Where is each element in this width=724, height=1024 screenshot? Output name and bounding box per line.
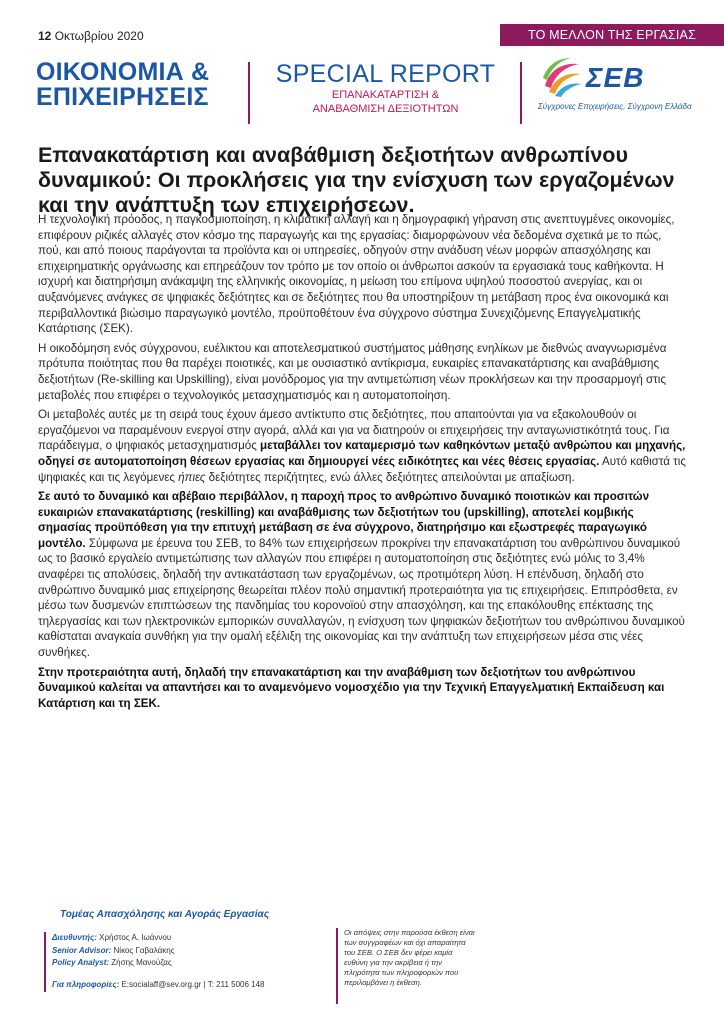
- director-name: Χρήστος Α. Ιωάννου: [99, 933, 172, 942]
- disclaimer-block: [336, 928, 478, 1004]
- info-contact[interactable]: E:socialaff@sev.org.gr | T: 211 5006 148: [121, 979, 265, 989]
- topic-badge: ΤΟ ΜΕΛΛΟΝ ΤΗΣ ΕΡΓΑΣΙΑΣ: [500, 24, 724, 46]
- paragraph-4: [38, 489, 688, 661]
- analyst-label: Policy Analyst:: [52, 958, 110, 967]
- report-body: [38, 212, 688, 715]
- senior-label: Senior Advisor:: [52, 945, 112, 955]
- info-row: [52, 979, 265, 992]
- report-headline: Επανακατάρτιση και αναβάθμιση δεξιοτήτων ανθρωπίνου δυναμικού: Οι προκλήσεις για την ενίσχυση των εργαζομένων και την ανάπτυξη των επιχειρήσεων.: [38, 143, 675, 217]
- logo-wordmark: ΣΕΒ: [586, 62, 645, 93]
- disclaimer-text: Οι απόψεις στην παρούσα έκθεση είναι των συγγραφέων και όχι απαραίτητα του ΣΕΒ. Ο ΣΕΒ δεν φέρει καμία ευθύνη για την ακρίβεια ή την πληρότητα των πληροφοριών που περιλαμβάνει η έκθεση.: [344, 928, 475, 987]
- contacts-block: [44, 932, 265, 992]
- director-row: [52, 932, 265, 945]
- paragraph-5-bold: Στην προτεραιότητα αυτή, δηλαδή την επανακατάρτιση και την αναβάθμιση των δεξιοτήτων του ανθρώπινου δυναμικού καλείται να απαντήσει και το αναμενόμενο νομοσχέδιο για την Τεχνική Επαγγελματική Εκπαίδευση και Κατάρτιση και τη ΣΕΚ.: [38, 665, 665, 710]
- paragraph-4-bold: Σε αυτό το δυναμικό και αβέβαιο περιβάλλον, η παροχή προς το ανθρώπινο δυναμικό ποιοτικών και προσιτών ευκαιριών επανακατάρτισης (reskilling) και αναβάθμισης των δεξιοτήτων του (upskilling), αποτελεί κομβικής σημασίας προϋπόθεση για την επιτυχή μετάβαση σε ένα σύγχρονο, διατηρήσιμο και εξωστρεφές παραγωγικό μοντέλο.: [38, 490, 650, 550]
- date-month-year: Οκτωβρίου 2020: [54, 29, 144, 43]
- paragraph-3-text: Αυτό καθιστά τις ψηφιακές και τις λεγόμενες: [38, 454, 686, 484]
- paragraph-1: Η τεχνολογική πρόοδος, η παγκοσμιοποίηση, η κλιματική αλλαγή και η δημογραφική γήρανση στις ανεπτυγμένες οικονομίες, επιφέρουν ριζικές αλλαγές στον κόσμο της παραγωγής και της εργασίας: διαμορφώνουν νέα δεδομένα σχετικά με το πώς, πού, και από ποιους παράγονται τα προϊόντα και οι υπηρεσίες, οδηγούν στην ανάδυση νέων μορφών απασχόλησης και επιχειρηματικής οργάνωσης και επηρεάζουν τον τρόπο με τον οποίο οι άνθρωποι ασκούν τα εργασιακά τους καθήκοντα. Η ισχυρή και διατηρήσιμη ανάκαμψη της ελληνικής οικονομίας, η μείωση του επίμονα υψηλού ποσοστού ανεργίας, και οι αυξανόμενες ανάγκες σε ψηφιακές δεξιότητες και σε δεξιότητες που θα υποστηρίξουν τη μετάβαση προς ένα οικονομικά και περιβαλλοντικά βιώσιμο παραγωγικό μοντέλο, προϋποθέτουν ένα σύγχρονο σύστημα Συνεχιζόμενης Επαγγελματικής Κατάρτισης (ΣΕΚ).: [38, 213, 675, 336]
- divider-bar: [248, 62, 250, 124]
- sev-logo: [538, 56, 708, 116]
- senior-name: Νίκος Γαβαλάκης: [113, 945, 175, 955]
- paragraph-2: Η οικοδόμηση ενός σύγχρονου, ευέλικτου και αποτελεσματικού συστήματος μάθησης ενηλίκων με διεθνώς αναγνωρισμένα πρότυπα ποιότητας που θα παρέχει ποιοτικές, και με ουσιαστικό αντίκρισμα, ευκαιρίες επανακατάρτισης και αναβάθμισης δεξιοτήτων (Re-skilling και Upskilling), είναι μονόδρομος για την αντιμετώπιση νέων προκλήσεων και την προσαρμογή στις μεταβολές που επιφέρει ο τεχνολογικός μετασχηματισμός και η αυτοματοποίηση.: [38, 341, 667, 402]
- paragraph-3-text: δεξιότητες περιζήτητες, ενώ άλλες δεξιότητες απειλούνται με απαξίωση.: [205, 470, 575, 484]
- paragraph-5: [38, 665, 688, 712]
- paragraph-3-text: Οι μεταβολές αυτές με τη σειρά τους έχουν άμεσο αντίκτυπο στις δεξιότητες, που απαιτούνται για να εξακολουθούν οι εργαζόμενοι να παραμένουν ενεργοί στην αγορά, αλλά και για να διατηρούν οι επιχειρήσεις την ανταγωνιστικότητά τους. Για παράδειγμα, ο ψηφιακός μετασχηματισμός: [38, 408, 670, 453]
- divider-bar: [520, 62, 522, 124]
- sev-swoosh-icon: [541, 56, 583, 98]
- director-label: Διευθυντής:: [52, 933, 97, 942]
- report-date: [38, 29, 144, 43]
- analyst-name: Ζήσης Μανούζας: [111, 958, 172, 967]
- department-title: Τομέας Απασχόλησης και Αγοράς Εργασίας: [60, 909, 270, 920]
- special-report-sub-2: ΑΝΑΒΑΘΜΙΣΗ ΔΕΞΙΟΤΗΤΩΝ: [312, 103, 459, 115]
- special-report-title: SPECIAL REPORT: [275, 60, 496, 88]
- senior-row: [52, 945, 265, 958]
- brand-line-1: ΟΙΚΟΝΟΜΙΑ &: [36, 58, 210, 86]
- analyst-row: [52, 957, 265, 970]
- brand-line-2: ΕΠΙΧΕΙΡΗΣΕΙΣ: [36, 83, 209, 111]
- special-report-block: [258, 61, 513, 116]
- paragraph-4-text: Σύμφωνα με έρευνα του ΣΕΒ, το 84% των επιχειρήσεων προκρίνει την επανακατάρτιση του ανθρώπινου δυναμικού ως το βασικό εργαλείο αντιμετώπισης των αλλαγών που επιφέρει η αυτοματοποίηση στις δεξιότητες ενώ μόλις το 3,4% αναφέρει τις απολύσεις, δηλαδή την αντικατάσταση των εργαζομένων, ως προτιμότερη λύση. Η επένδυση, δηλαδή στο ανθρώπινο δυναμικό μιας επιχείρησης θεωρείται πλέον πολύ σημαντική προτεραιότητα για τις επιχειρήσεις. Επιπρόσθετα, εν μέσω των δυσμενών επιπτώσεων της πανδημίας του κορονοϊού στην απασχόληση, και της επακόλουθης επέκτασης της τηλεργασίας και των ηλεκτρονικών εμπορικών συναλλαγών, η ενίσχυση των ψηφιακών δεξιοτήτων του ανθρώπινου δυναμικού καθίσταται αναγκαία συνθήκη για την ομαλή εξέλιξη της οικονομίας και την ανάπτυξη των επιχειρήσεων μέσα στις νέες συνθήκες.: [38, 536, 685, 660]
- paragraph-3: [38, 407, 688, 485]
- paragraph-3-italic: ήπιες: [178, 470, 206, 484]
- paragraph-3-bold: μεταβάλλει τον καταμερισμό των καθηκόντων μεταξύ ανθρώπου και μηχανής, οδηγεί σε αυτοματοποίηση θέσεων εργασίας και δημιουργεί νέες ειδικότητες και νέες θέσεις εργασίας.: [38, 439, 686, 468]
- publication-brand: [36, 60, 209, 110]
- logo-tagline: Σύγχρονες Επιχειρήσεις, Σύγχρονη Ελλάδα: [538, 102, 692, 111]
- date-day: 12: [38, 29, 52, 43]
- info-label: Για πληροφορίες:: [52, 979, 120, 989]
- special-report-sub-1: ΕΠΑΝΑΚΑΤΑΡΤΙΣΗ &: [331, 89, 440, 101]
